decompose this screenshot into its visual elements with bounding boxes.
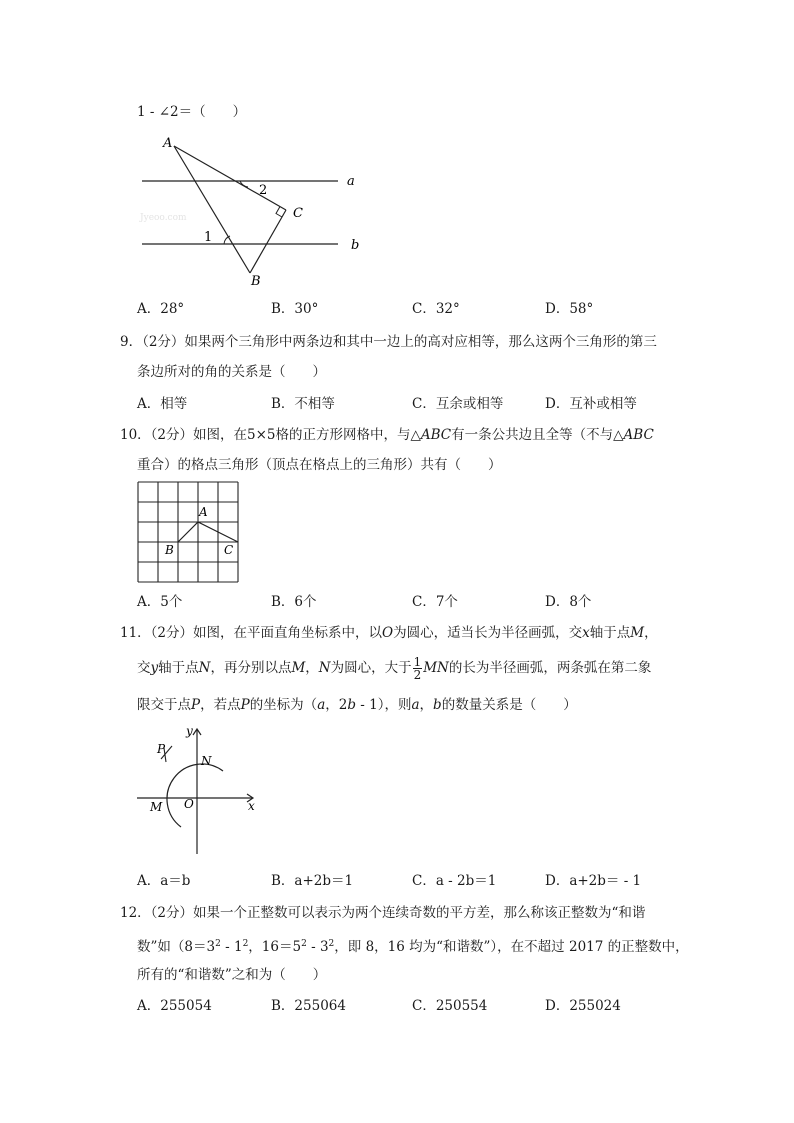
- side-ac: [174, 146, 286, 210]
- grid-label-C: C: [224, 543, 234, 557]
- q8-stem-tail: 1 - ∠2＝（ ）: [137, 104, 247, 120]
- q12-option-a: A．255054: [137, 998, 212, 1014]
- coord-label-x: x: [248, 799, 255, 813]
- q12-stem-line3: 所有的“和谐数”之和为（ ）: [137, 967, 327, 983]
- q10-option-a: A．5个: [137, 594, 183, 610]
- arc-center-o: [167, 764, 223, 827]
- q8-option-d: D．58°: [545, 301, 594, 317]
- q11-option-b: B．a+2b＝1: [271, 873, 354, 889]
- q12-option-b: B．255064: [271, 998, 346, 1014]
- label-a: a: [347, 174, 355, 189]
- q10-option-b: B．6个: [271, 594, 317, 610]
- q11-option-a: A．a＝b: [137, 873, 191, 889]
- q11-stem-line3: 限交于点P，若点P的坐标为（a，2b - 1），则a，b的数量关系是（ ）: [137, 697, 577, 713]
- q12-stem-line2: 数”如（$8=3^2 - 1^2$，$16=5^2 - 3^2$，即 8，16 均为“和谐数”），在不超过 2017 的正整数中，: [137, 939, 689, 955]
- q9-option-d: D．互补或相等: [545, 396, 637, 412]
- watermark: Jyeoo.com: [140, 213, 187, 223]
- side-bc: [250, 210, 286, 273]
- q9-option-a: A．相等: [137, 396, 188, 412]
- q12-option-c: C．250554: [412, 998, 488, 1014]
- grid-label-B: B: [165, 543, 174, 557]
- side-ab: [174, 146, 250, 273]
- coord-label-y: y: [186, 724, 193, 738]
- coord-label-O: O: [184, 797, 194, 811]
- label-2: 2: [259, 183, 268, 198]
- triangle-abc: [178, 522, 238, 542]
- label-1: 1: [204, 230, 213, 245]
- label-B: B: [251, 274, 261, 289]
- q9-stem-line1: 9．（2分）如果两个三角形中两条边和其中一边上的高对应相等，那么这两个三角形的第三: [120, 334, 657, 350]
- q10-option-d: D．8个: [545, 594, 592, 610]
- q8-figure: [130, 128, 380, 290]
- q10-option-c: C．7个: [412, 594, 458, 610]
- coord-label-N: N: [201, 754, 212, 768]
- q11-coordinate-figure: [130, 722, 270, 858]
- q8-option-a: A．28°: [137, 301, 185, 317]
- q10-grid-figure: [135, 479, 245, 585]
- grid-label-A: A: [199, 505, 208, 519]
- label-A: A: [163, 136, 173, 151]
- coord-label-P: P: [157, 742, 166, 756]
- q12-option-d: D．255024: [545, 998, 621, 1014]
- fraction-one-half: $\frac{1}{2}$: [413, 655, 422, 682]
- right-angle-mark: [276, 207, 282, 218]
- q9-stem-line2: 条边所对的角的关系是（ ）: [137, 364, 326, 380]
- q11-option-d: D．a+2b＝ - 1: [545, 873, 642, 889]
- q8-option-b: B．30°: [271, 301, 319, 317]
- q9-option-c: C．互余或相等: [412, 396, 504, 412]
- label-C: C: [293, 206, 303, 221]
- q10-stem-line2: 重合）的格点三角形（顶点在格点上的三角形）共有（ ）: [137, 457, 502, 473]
- q11-stem-line1: 11．（2分）如图，在平面直角坐标系中，以O为圆心，适当长为半径画弧，交x轴于点M，: [120, 625, 658, 641]
- q12-stem-line1: 12．（2分）如果一个正整数可以表示为两个连续奇数的平方差，那么称该正整数为“和谐: [120, 905, 646, 921]
- q9-option-b: B．不相等: [271, 396, 335, 412]
- q11-stem-line2: 交y轴于点N，再分别以点M，N为圆心，大于 $\frac{1}{2}$ MN的长为半径画弧，两条弧在第二象: [137, 655, 652, 682]
- q8-option-c: C．32°: [412, 301, 460, 317]
- q11-option-c: C．a - 2b＝1: [412, 873, 497, 889]
- coord-label-M: M: [150, 800, 163, 814]
- label-b: b: [351, 238, 360, 253]
- q10-stem-line1: 10．（2分）如图，在5×5格的正方形网格中，与△ABC有一条公共边且全等（不与△ABC: [120, 427, 654, 443]
